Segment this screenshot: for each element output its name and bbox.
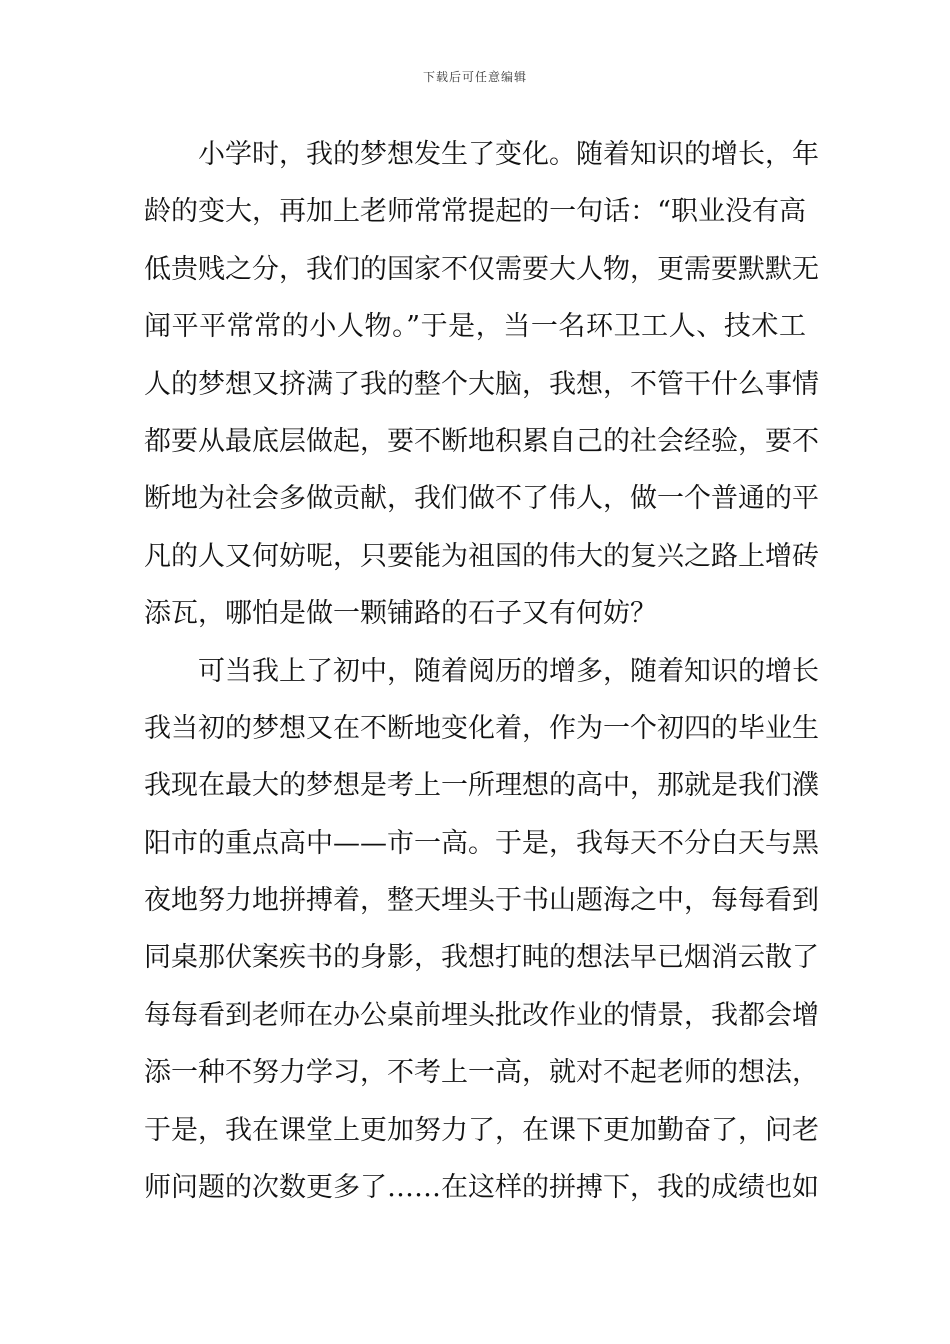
text-line: 阳市的重点高中——市一高。于是，我每天不分白天与黑 bbox=[144, 827, 819, 859]
text-line: 师问题的次数更多了……在这样的拼搏下，我的成绩也如 bbox=[144, 1172, 819, 1204]
paragraph-2 bbox=[144, 643, 819, 1217]
text-line: 我现在最大的梦想是考上一所理想的高中，那就是我们濮 bbox=[144, 770, 819, 802]
text-line: 小学时，我的梦想发生了变化。随着知识的增长，年 bbox=[198, 139, 819, 170]
text-line: 闻平平常常的小人物。”于是，当一名环卫工人、技术工 bbox=[144, 311, 806, 343]
text-line: 添一种不努力学习，不考上一高，就对不起老师的想法， bbox=[144, 1057, 819, 1089]
text-line: 我当初的梦想又在不断地变化着，作为一个初四的毕业生 bbox=[144, 712, 819, 744]
text-line: 可当我上了初中，随着阅历的增多，随着知识的增长 bbox=[198, 655, 819, 687]
text-line: 凡的人又何妨呢，只要能为祖国的伟大的复兴之路上增砖 bbox=[144, 540, 819, 572]
text-line: 同桌那伏案疾书的身影，我想打盹的想法早已烟消云散了 bbox=[144, 942, 819, 974]
text-line: 龄的变大，再加上老师常常提起的一句话：“职业没有高 bbox=[144, 196, 806, 228]
text-line: 添瓦，哪怕是做一颗铺路的石子又有何妨？ bbox=[144, 598, 657, 630]
text-line: 断地为社会多做贡献，我们做不了伟人，做一个普通的平 bbox=[144, 483, 819, 515]
text-line: 都要从最底层做起，要不断地积累自己的社会经验，要不 bbox=[144, 425, 819, 457]
page-header: 下载后可任意编辑 bbox=[422, 70, 527, 84]
text-line: 夜地努力地拼搏着，整天埋头于书山题海之中，每每看到 bbox=[144, 885, 819, 917]
text-line: 每每看到老师在办公桌前埋头批改作业的情景，我都会增 bbox=[144, 999, 819, 1031]
document-body bbox=[144, 126, 819, 1216]
paragraph-1 bbox=[144, 126, 819, 643]
text-line: 低贵贱之分，我们的国家不仅需要大人物，更需要默默无 bbox=[144, 253, 819, 285]
text-line: 人的梦想又挤满了我的整个大脑，我想，不管干什么事情 bbox=[144, 368, 819, 400]
text-line: 于是，我在课堂上更加努力了，在课下更加勤奋了，问老 bbox=[144, 1114, 819, 1146]
